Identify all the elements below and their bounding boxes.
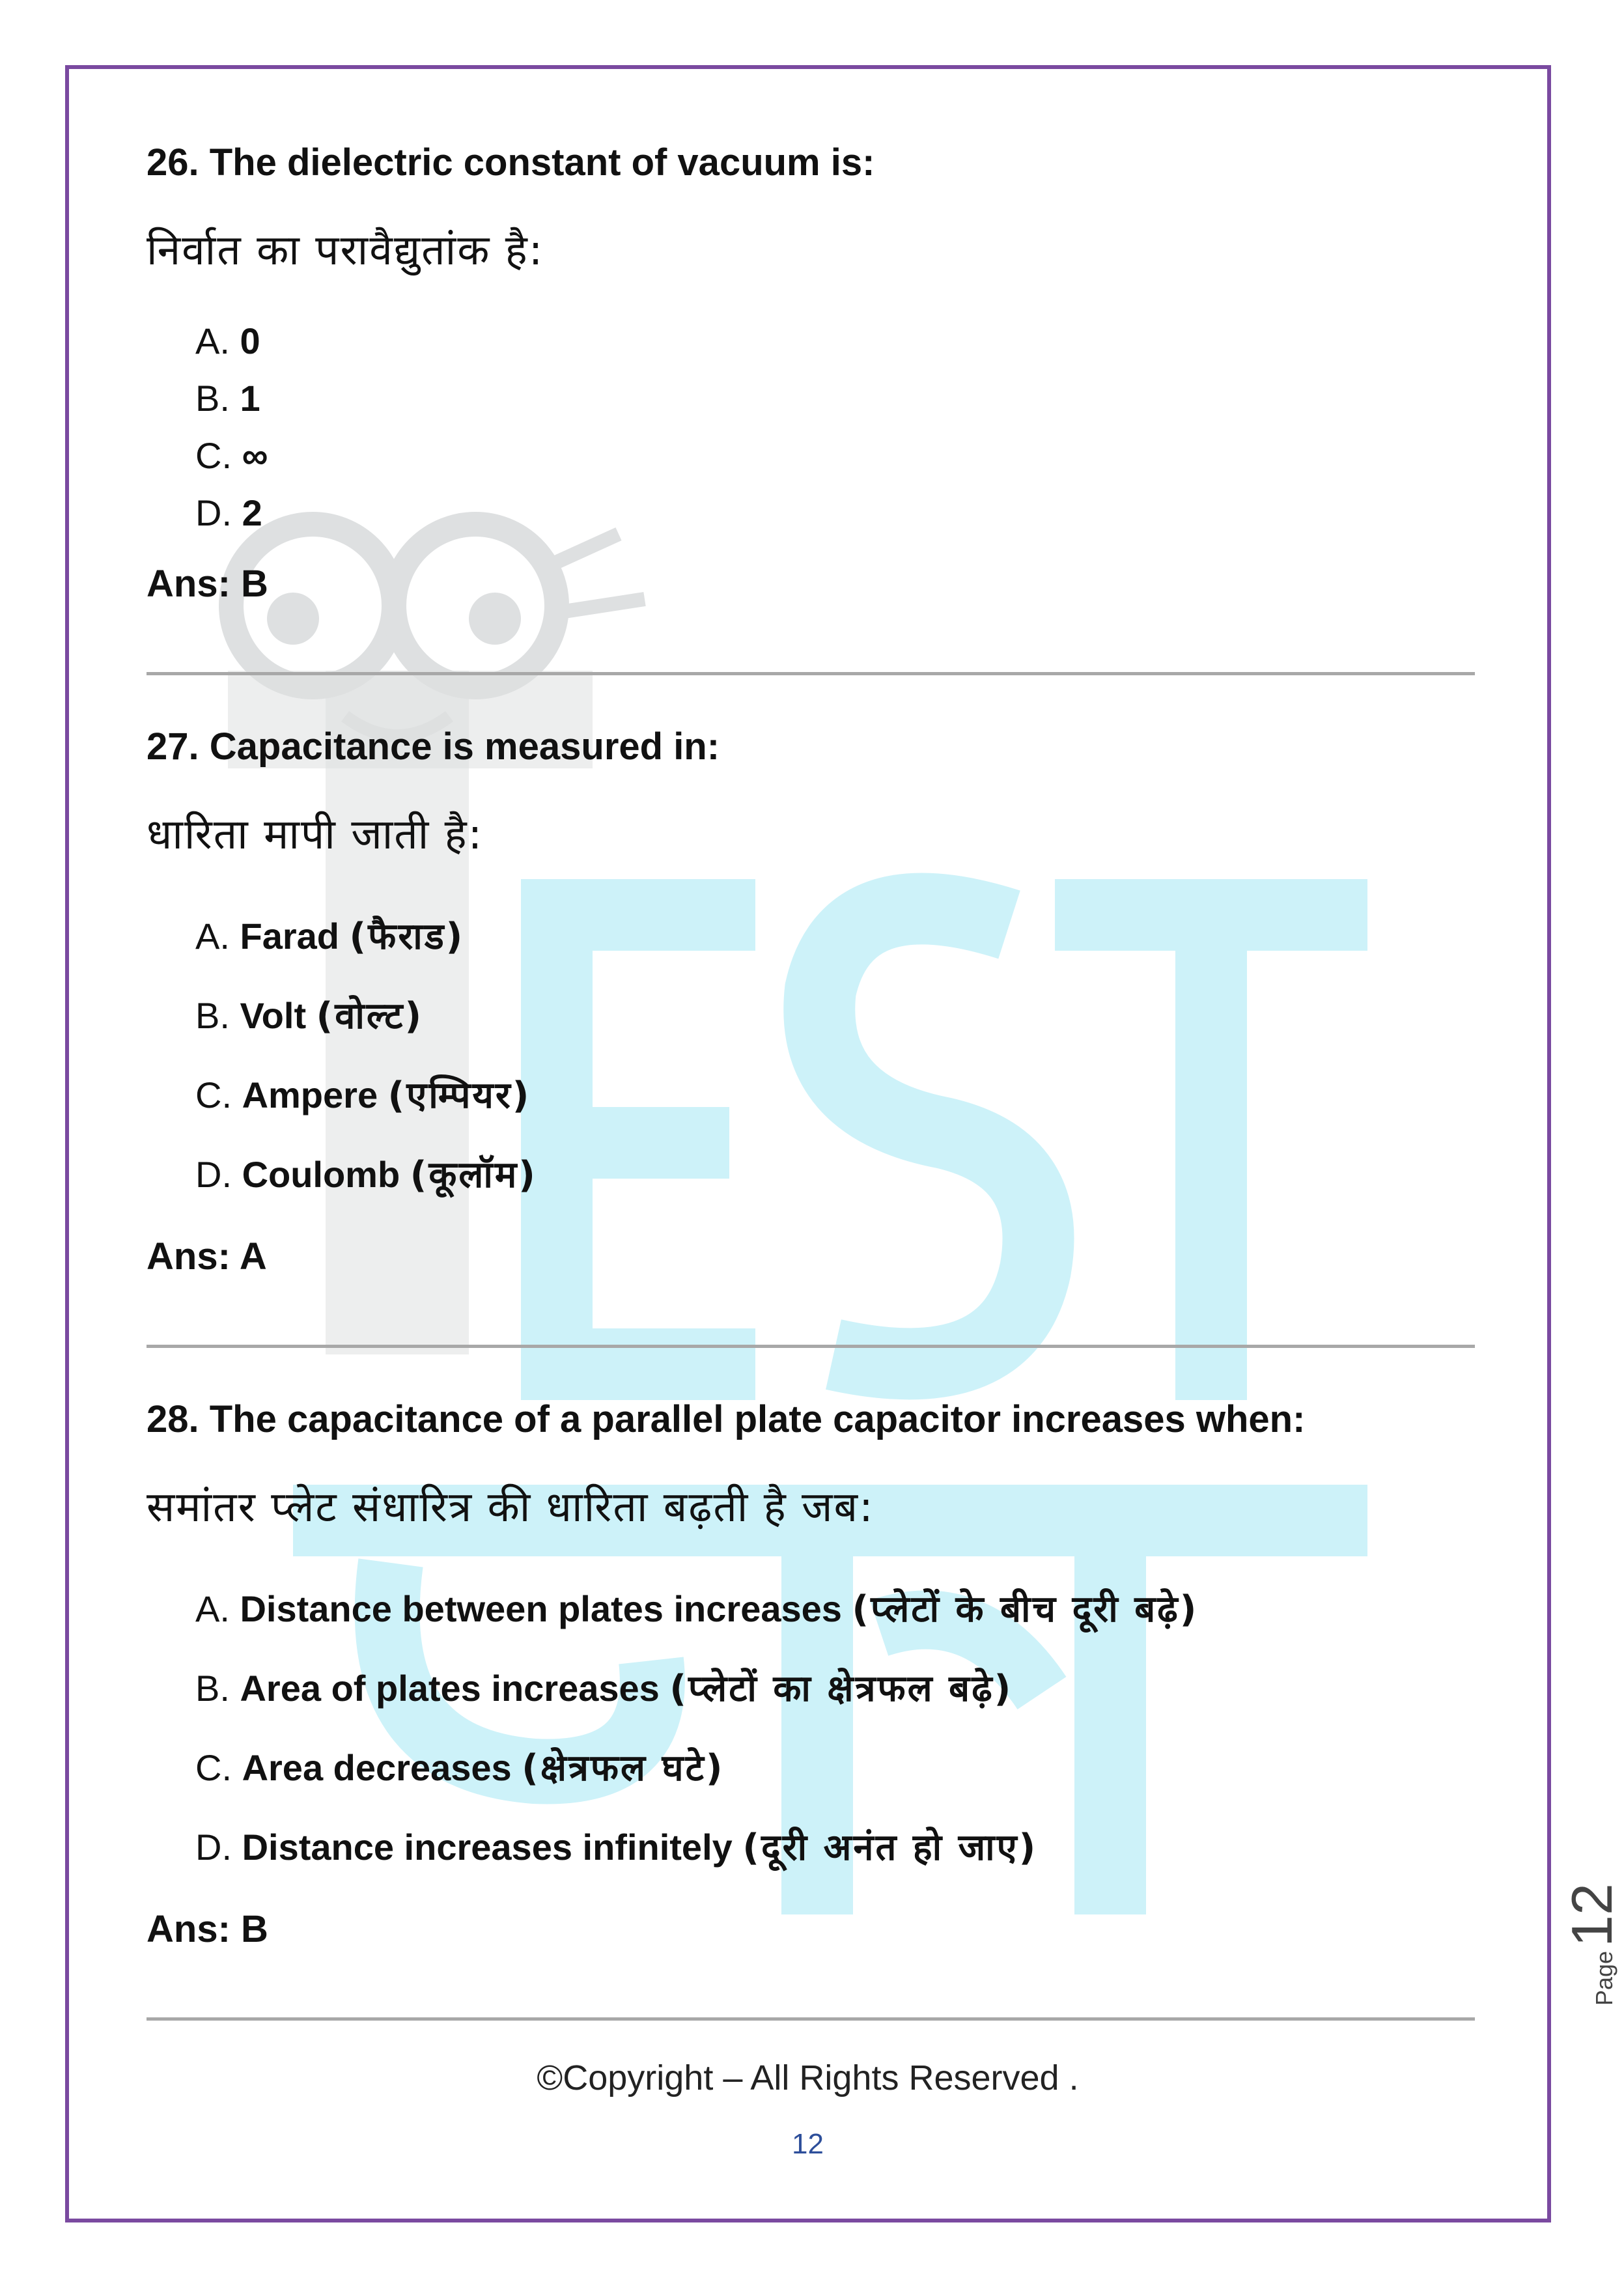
option-text: ∞ xyxy=(242,435,268,476)
option-letter: C. xyxy=(195,1074,232,1115)
option-letter: B. xyxy=(195,378,230,419)
option-text: 0 xyxy=(240,320,260,361)
option-text-hindi: (एम्पियर) xyxy=(387,1074,531,1117)
option-a xyxy=(195,1569,1475,1649)
question-26 xyxy=(147,130,1475,613)
copyright-notice: ©Copyright – All Rights Reserved . xyxy=(537,2058,1079,2097)
option-letter: B. xyxy=(195,1668,230,1709)
option-letter: A. xyxy=(195,320,230,361)
question-text-hindi: समांतर प्लेट संधारित्र की धारिता बढ़ती है जब: xyxy=(147,1483,875,1532)
option-text-hindi: (कूलॉम) xyxy=(410,1154,537,1196)
option-text: Volt xyxy=(240,995,307,1036)
option-d xyxy=(195,484,1475,542)
option-text-hindi: (दूरी अनंत हो जाए) xyxy=(742,1827,1038,1869)
option-text-hindi: (क्षेत्रफल घटे) xyxy=(522,1747,725,1789)
footer-page-number: 12 xyxy=(792,2128,824,2160)
side-page-number: 12 xyxy=(1560,1883,1624,1947)
option-text-hindi: (प्लेटों का क्षेत्रफल बढ़े) xyxy=(669,1668,1013,1710)
option-letter: D. xyxy=(195,492,232,533)
option-text: Area of plates increases xyxy=(240,1668,660,1709)
options-list xyxy=(147,897,1475,1214)
option-text: Area decreases xyxy=(242,1747,512,1788)
option-b xyxy=(195,976,1475,1056)
option-letter: B. xyxy=(195,995,230,1036)
question-text-hindi: निर्वात का परावैद्युतांक है: xyxy=(147,227,544,275)
option-d xyxy=(195,1808,1475,1887)
options-list xyxy=(147,313,1475,542)
answer: Ans: B xyxy=(147,1908,268,1950)
option-text: Coulomb xyxy=(242,1154,400,1195)
option-d xyxy=(195,1135,1475,1214)
footer-divider xyxy=(147,2017,1475,2021)
option-c xyxy=(195,427,1475,484)
answer: Ans: A xyxy=(147,1235,267,1278)
question-text: 28. The capacitance of a parallel plate capacitor increases when: xyxy=(147,1398,1306,1440)
question-text-hindi: धारिता मापी जाती है: xyxy=(147,811,484,859)
option-text: 1 xyxy=(240,378,260,419)
option-c xyxy=(195,1056,1475,1135)
side-page-marker xyxy=(1560,1875,1624,2006)
option-b xyxy=(195,1649,1475,1728)
option-letter: C. xyxy=(195,1747,232,1788)
option-c xyxy=(195,1728,1475,1808)
divider xyxy=(147,1345,1475,1348)
option-letter: D. xyxy=(195,1827,232,1868)
options-list xyxy=(147,1569,1475,1887)
option-letter: A. xyxy=(195,1588,230,1629)
option-text-hindi: (फैराड) xyxy=(349,916,465,958)
option-letter: D. xyxy=(195,1154,232,1195)
option-letter: C. xyxy=(195,435,232,476)
option-text-hindi: (वोल्ट) xyxy=(316,995,424,1037)
question-text: 26. The dielectric constant of vacuum is: xyxy=(147,141,875,184)
page-content xyxy=(147,130,1475,2021)
question-28 xyxy=(147,1387,1475,1959)
option-text: Distance increases infinitely xyxy=(242,1827,733,1868)
option-text: Distance between plates increases xyxy=(240,1588,842,1629)
option-a xyxy=(195,897,1475,976)
option-letter: A. xyxy=(195,916,230,957)
side-page-label: Page xyxy=(1591,1950,1617,2006)
option-text: Ampere xyxy=(242,1074,378,1115)
question-27 xyxy=(147,714,1475,1286)
option-text-hindi: (प्लेटों के बीच दूरी बढ़े) xyxy=(852,1588,1199,1631)
option-a xyxy=(195,313,1475,370)
option-b xyxy=(195,370,1475,427)
question-text: 27. Capacitance is measured in: xyxy=(147,725,720,768)
answer: Ans: B xyxy=(147,563,268,605)
option-text: 2 xyxy=(242,492,262,533)
option-text: Farad xyxy=(240,916,339,957)
divider xyxy=(147,672,1475,675)
